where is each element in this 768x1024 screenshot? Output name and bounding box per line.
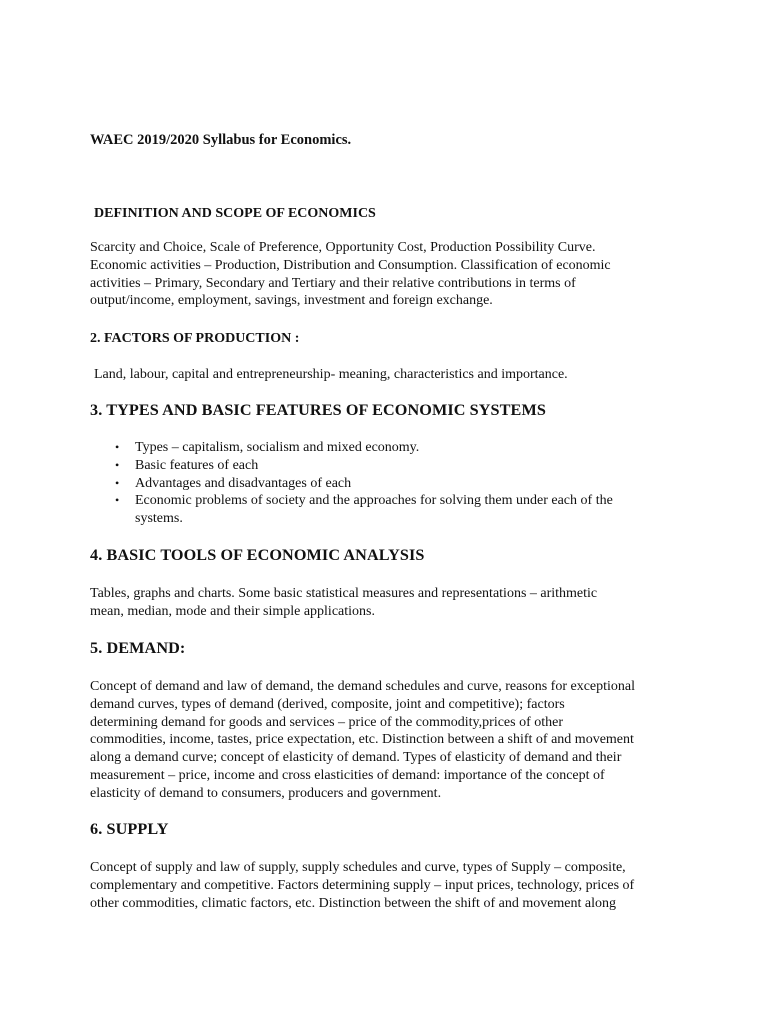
text-line: Economic problems of society and the approaches for solving them under each of the	[135, 493, 613, 509]
text-line: Concept of supply and law of supply, supply schedules and curve, types of Supply – composite,	[90, 860, 626, 875]
list-item	[90, 457, 690, 475]
section-body-supply	[90, 859, 690, 912]
section-body-definition-scope	[90, 239, 690, 310]
text-line: output/income, employment, savings, investment and foreign exchange.	[90, 293, 493, 309]
bullet-icon: •	[115, 475, 120, 490]
section-heading-economic-systems: 3. TYPES AND BASIC FEATURES OF ECONOMIC SYSTEMS	[90, 401, 546, 419]
list-item	[90, 439, 690, 457]
text-line: Concept of demand and law of demand, the demand schedules and curve, reasons for exceptional	[90, 679, 636, 694]
text-line: Economic activities – Production, Distribution and Consumption. Classification of economic	[90, 257, 611, 273]
section-heading-supply: 6. SUPPLY	[90, 820, 169, 838]
text-line: mean, median, mode and their simple applications.	[90, 603, 375, 619]
text-line: other commodities, climatic factors, etc. Distinction between the shift of and movement along	[90, 895, 617, 911]
text-line: measurement – price, income and cross elasticities of demand: importance of the concept of	[90, 767, 605, 783]
text-line: Tables, graphs and charts. Some basic statistical measures and representations – arithmetic	[90, 586, 598, 601]
text-line: Types – capitalism, socialism and mixed economy.	[135, 440, 420, 455]
text-line: commodities, income, tastes, price expectation, etc. Distinction between a shift of and movement	[90, 732, 634, 748]
section-body-demand	[90, 678, 690, 803]
section-body-factors-of-production	[94, 366, 694, 384]
economic-systems-bullet-list	[90, 439, 690, 528]
bullet-icon: •	[115, 440, 120, 454]
section-heading-tools-of-analysis: 4. BASIC TOOLS OF ECONOMIC ANALYSIS	[90, 546, 425, 564]
text-line: Advantages and disadvantages of each	[135, 475, 352, 491]
text-line: demand curves, types of demand (derived, composite, joint and competitive); factors	[90, 696, 565, 712]
text-line: Basic features of each	[135, 457, 259, 473]
list-item	[90, 492, 690, 528]
section-heading-factors-of-production: 2. FACTORS OF PRODUCTION :	[90, 331, 300, 346]
text-line: elasticity of demand to consumers, producers and government.	[90, 785, 442, 801]
bullet-icon: •	[115, 457, 120, 472]
bullet-icon: •	[115, 493, 120, 508]
text-line: Scarcity and Choice, Scale of Preference, Opportunity Cost, Production Possibility Curve.	[90, 240, 596, 255]
text-line: determining demand for goods and services – price of the commodity,prices of other	[90, 714, 564, 730]
document-title: WAEC 2019/2020 Syllabus for Economics.	[90, 132, 352, 148]
text-line: complementary and competitive. Factors determining supply – input prices, technology, prices of	[90, 877, 635, 893]
section-body-tools-of-analysis	[90, 585, 690, 621]
section-heading-demand: 5. DEMAND:	[90, 639, 186, 657]
text-line: along a demand curve; concept of elasticity of demand. Types of elasticity of demand and their	[90, 750, 622, 766]
text-line: activities – Primary, Secondary and Tertiary and their relative contributions in terms of	[90, 275, 576, 291]
text-line: Land, labour, capital and entrepreneurship- meaning, characteristics and importance.	[94, 367, 568, 382]
text-line: systems.	[135, 511, 183, 527]
section-heading-definition-scope: DEFINITION AND SCOPE OF ECONOMICS	[94, 206, 376, 221]
list-item	[90, 475, 690, 493]
